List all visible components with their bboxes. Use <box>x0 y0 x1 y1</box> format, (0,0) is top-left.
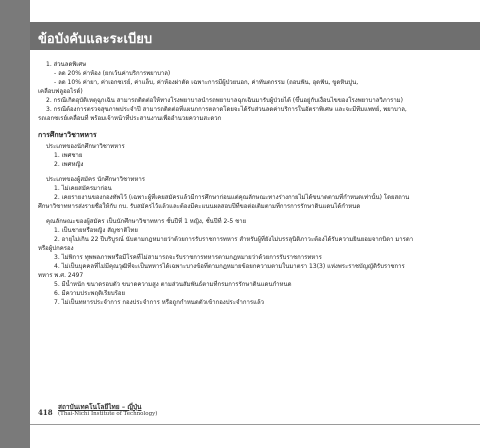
footer-divider <box>30 424 480 425</box>
page-footer <box>30 402 480 422</box>
title-bar <box>30 22 480 50</box>
type-female: 2. เพศหญิง <box>54 161 84 168</box>
discount-medical: - ลด 10% ค่ายา, ค่าเอกซเรย์, ค่าแล็บ, ค่าห้องผ่าตัด เฉพาะการมีผู้ป่วยนอก, ค่าทันตกรรม (ถอนฟัน, อุดฟัน, ขูดหินปูน, <box>54 79 359 86</box>
left-margin-band <box>0 0 30 448</box>
exempt-label: ประเภทของผู้สมัคร นักศึกษาวิชาทหาร <box>46 176 145 183</box>
qualification-3: 3. ไม่พิการ ทุพพลภาพหรือมีโรคที่ไม่สามารถจะรับราชการทหารตามกฎหมายว่าด้วยการรับราชการทหาร <box>54 254 322 261</box>
military-heading: การศึกษาวิชาทหาร <box>38 131 97 139</box>
exempt-2-cont: ศึกษาวิชาทหารส่งรายชื่อให้กับ กบ. รับสมัครไว้แล้วและต้องมีคะแนนผลสอบปีที่ขอต่อเติมตามที่การการรักษาดินแดนได้กำหนด <box>38 203 361 210</box>
qualification-7: 7. ไม่เป็นทหารประจำการ กองประจำการ หรือถูกกำหนดตัวเข้ากองประจำการแล้ว <box>54 299 265 306</box>
type-male: 1. เพศชาย <box>54 152 83 159</box>
checkup-item: 3. กรณีต้องการตรวจสุขภาพประจำปี สามารถติดต่อที่แผนกการตลาดโดยจะได้รับส่วนลดค่าบริการในอัตราพิเศษ และจะมีทีมแพทย์, พยาบาล, <box>46 106 407 113</box>
content-body <box>38 60 470 307</box>
institution-name-english: (Thai-Nichi Institute of Technology) <box>58 411 158 417</box>
discount-item: 1. ส่วนลดพิเศษ <box>46 61 87 68</box>
qualification-5: 5. มีน้ำหนัก ขนาดรอบตัว ขนาดความสูง ตามส่วนสัมพันธ์ตามที่กรมการรักษาดินแดนกำหนด <box>54 281 292 288</box>
qualification-label: คุณลักษณะของผู้สมัคร เป็นนักศึกษาวิชาทหาร ชั้นปีที่ 1 หญิง, ชั้นปีที่ 2-5 ชาย <box>46 218 247 225</box>
emergency-item: 2. กรณีเกิดอุบัติเหตุฉุกเฉิน สามารถติดต่อให้ทางโรงพยาบาลนำรถพยาบาลฉุกเฉินมารับผู้ป่วยได้ (ขึ้นอยู่กับเงื่อนไขของโรงพยาบาลวิภาราม) <box>46 97 403 104</box>
discount-medical-cont: เคลือบฟลูออไรด์) <box>38 88 83 95</box>
page-title: ข้อบังคับและระเบียบ <box>38 32 153 47</box>
type-label: ประเภทของนักศึกษาวิชาทหาร <box>46 143 125 150</box>
qualification-4: 4. ไม่เป็นบุคคลที่ไม่มีคุณวุฒิที่จะเป็นทหารได้เฉพาะบางข้อที่ตามกฎหมายข้อยกความตามในมาตรา 13(3) แห่งพระราชบัญญัติรับราชการ <box>54 263 405 270</box>
qualification-2: 2. อายุไม่เกิน 22 ปีบริบูรณ์ นับตามกฎหมายว่าด้วยการรับราชการทหาร สำหรับผู้ที่ยังไม่บรรลุนิติภาวะต้องได้รับความยินยอมจากบิดา มารดา <box>54 236 414 243</box>
exempt-1: 1. ไม่เคยสมัครมาก่อน <box>54 185 112 192</box>
qualification-1: 1. เป็นชายหรือหญิง สัญชาติไทย <box>54 227 138 234</box>
checkup-item-cont: รถเอกซเรย์เคลื่อนที่ พร้อมเจ้าหน้าที่ประสานงานเพื่ออำนวยความสะดวก <box>38 115 222 122</box>
page-number: 418 <box>38 408 53 417</box>
institution-name: สถาบันเทคโนโลยีไทย – ญี่ปุ่น <box>58 403 142 411</box>
qualification-2-cont: หรือผู้ปกครอง <box>38 245 74 252</box>
qualification-4-cont: ทหาร พ.ศ. 2497 <box>38 272 84 279</box>
discount-room: - ลด 20% ค่าห้อง (ยกเว้นค่าบริการพยาบาล) <box>54 70 171 77</box>
qualification-6: 6. มีความประพฤติเรียบร้อย <box>54 290 125 297</box>
exempt-2: 2. เคยรายงานของกองทัพไว้ (เฉพาะผู้ที่เคยสมัครแล้วมีการศึกษาก่อนแต่คุณลักษณะทางร่างกายไม่ได้ขนาดตามที่กำหนดเท่านั้น) โดยสถาน <box>54 194 410 201</box>
